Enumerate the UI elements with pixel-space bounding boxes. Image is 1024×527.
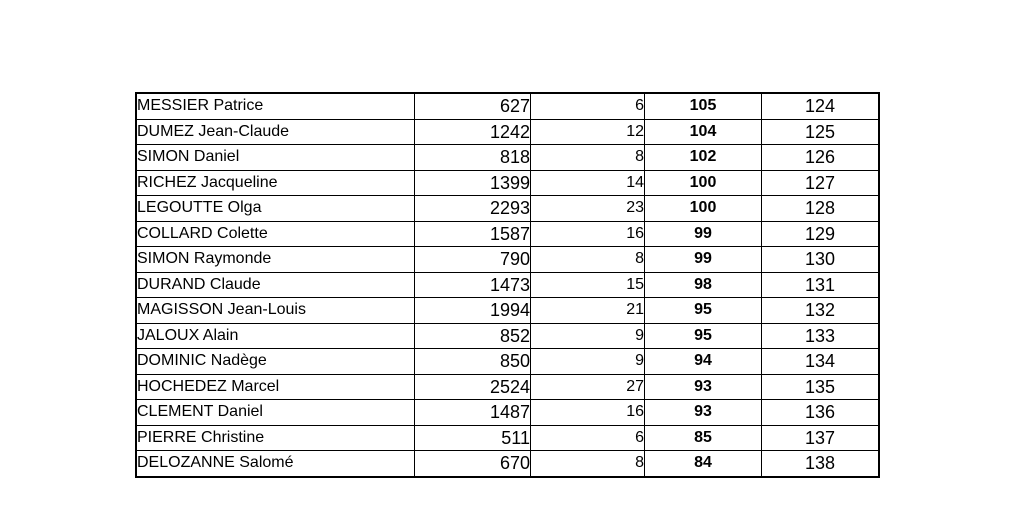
points-cell: 790 bbox=[415, 247, 531, 273]
table-row bbox=[136, 349, 879, 375]
average-cell: 105 bbox=[645, 93, 762, 119]
rank-cell: 134 bbox=[762, 349, 880, 375]
rank-cell: 129 bbox=[762, 221, 880, 247]
player-name-cell: LEGOUTTE Olga bbox=[136, 196, 415, 222]
average-cell: 100 bbox=[645, 196, 762, 222]
table-row bbox=[136, 196, 879, 222]
average-cell: 104 bbox=[645, 119, 762, 145]
average-cell: 102 bbox=[645, 145, 762, 171]
player-name-cell: CLEMENT Daniel bbox=[136, 400, 415, 426]
player-name-cell: PIERRE Christine bbox=[136, 425, 415, 451]
table-row bbox=[136, 451, 879, 477]
average-cell: 93 bbox=[645, 400, 762, 426]
table-row bbox=[136, 298, 879, 324]
points-cell: 1242 bbox=[415, 119, 531, 145]
average-cell: 85 bbox=[645, 425, 762, 451]
average-cell: 93 bbox=[645, 374, 762, 400]
average-cell: 99 bbox=[645, 247, 762, 273]
games-cell: 16 bbox=[531, 221, 645, 247]
points-cell: 670 bbox=[415, 451, 531, 477]
games-cell: 23 bbox=[531, 196, 645, 222]
games-cell: 9 bbox=[531, 323, 645, 349]
games-cell: 15 bbox=[531, 272, 645, 298]
results-table bbox=[135, 92, 880, 478]
average-cell: 100 bbox=[645, 170, 762, 196]
player-name-cell: SIMON Raymonde bbox=[136, 247, 415, 273]
player-name-cell: RICHEZ Jacqueline bbox=[136, 170, 415, 196]
rank-cell: 137 bbox=[762, 425, 880, 451]
player-name-cell: DELOZANNE Salomé bbox=[136, 451, 415, 477]
rank-cell: 131 bbox=[762, 272, 880, 298]
points-cell: 2524 bbox=[415, 374, 531, 400]
rank-cell: 130 bbox=[762, 247, 880, 273]
rank-cell: 124 bbox=[762, 93, 880, 119]
player-name-cell: HOCHEDEZ Marcel bbox=[136, 374, 415, 400]
player-name-cell: COLLARD Colette bbox=[136, 221, 415, 247]
rank-cell: 128 bbox=[762, 196, 880, 222]
games-cell: 9 bbox=[531, 349, 645, 375]
rank-cell: 125 bbox=[762, 119, 880, 145]
points-cell: 850 bbox=[415, 349, 531, 375]
average-cell: 94 bbox=[645, 349, 762, 375]
points-cell: 852 bbox=[415, 323, 531, 349]
table-row bbox=[136, 247, 879, 273]
games-cell: 6 bbox=[531, 425, 645, 451]
points-cell: 818 bbox=[415, 145, 531, 171]
games-cell: 8 bbox=[531, 451, 645, 477]
table-row bbox=[136, 145, 879, 171]
points-cell: 1487 bbox=[415, 400, 531, 426]
games-cell: 6 bbox=[531, 93, 645, 119]
rank-cell: 127 bbox=[762, 170, 880, 196]
rank-cell: 133 bbox=[762, 323, 880, 349]
games-cell: 8 bbox=[531, 145, 645, 171]
results-table-body bbox=[136, 93, 879, 477]
average-cell: 99 bbox=[645, 221, 762, 247]
table-row bbox=[136, 323, 879, 349]
rank-cell: 136 bbox=[762, 400, 880, 426]
rank-cell: 126 bbox=[762, 145, 880, 171]
table-row bbox=[136, 425, 879, 451]
points-cell: 511 bbox=[415, 425, 531, 451]
table-row bbox=[136, 221, 879, 247]
player-name-cell: JALOUX Alain bbox=[136, 323, 415, 349]
table-row bbox=[136, 119, 879, 145]
games-cell: 21 bbox=[531, 298, 645, 324]
table-row bbox=[136, 272, 879, 298]
player-name-cell: SIMON Daniel bbox=[136, 145, 415, 171]
player-name-cell: DOMINIC Nadège bbox=[136, 349, 415, 375]
points-cell: 1473 bbox=[415, 272, 531, 298]
games-cell: 14 bbox=[531, 170, 645, 196]
points-cell: 1587 bbox=[415, 221, 531, 247]
average-cell: 84 bbox=[645, 451, 762, 477]
points-cell: 1399 bbox=[415, 170, 531, 196]
rank-cell: 132 bbox=[762, 298, 880, 324]
average-cell: 95 bbox=[645, 298, 762, 324]
table-row bbox=[136, 170, 879, 196]
player-name-cell: MAGISSON Jean-Louis bbox=[136, 298, 415, 324]
games-cell: 27 bbox=[531, 374, 645, 400]
games-cell: 8 bbox=[531, 247, 645, 273]
points-cell: 627 bbox=[415, 93, 531, 119]
rank-cell: 135 bbox=[762, 374, 880, 400]
player-name-cell: DUMEZ Jean-Claude bbox=[136, 119, 415, 145]
games-cell: 12 bbox=[531, 119, 645, 145]
games-cell: 16 bbox=[531, 400, 645, 426]
average-cell: 95 bbox=[645, 323, 762, 349]
player-name-cell: DURAND Claude bbox=[136, 272, 415, 298]
points-cell: 2293 bbox=[415, 196, 531, 222]
table-row bbox=[136, 93, 879, 119]
average-cell: 98 bbox=[645, 272, 762, 298]
table-row bbox=[136, 400, 879, 426]
table-row bbox=[136, 374, 879, 400]
player-name-cell: MESSIER Patrice bbox=[136, 93, 415, 119]
points-cell: 1994 bbox=[415, 298, 531, 324]
rank-cell: 138 bbox=[762, 451, 880, 477]
